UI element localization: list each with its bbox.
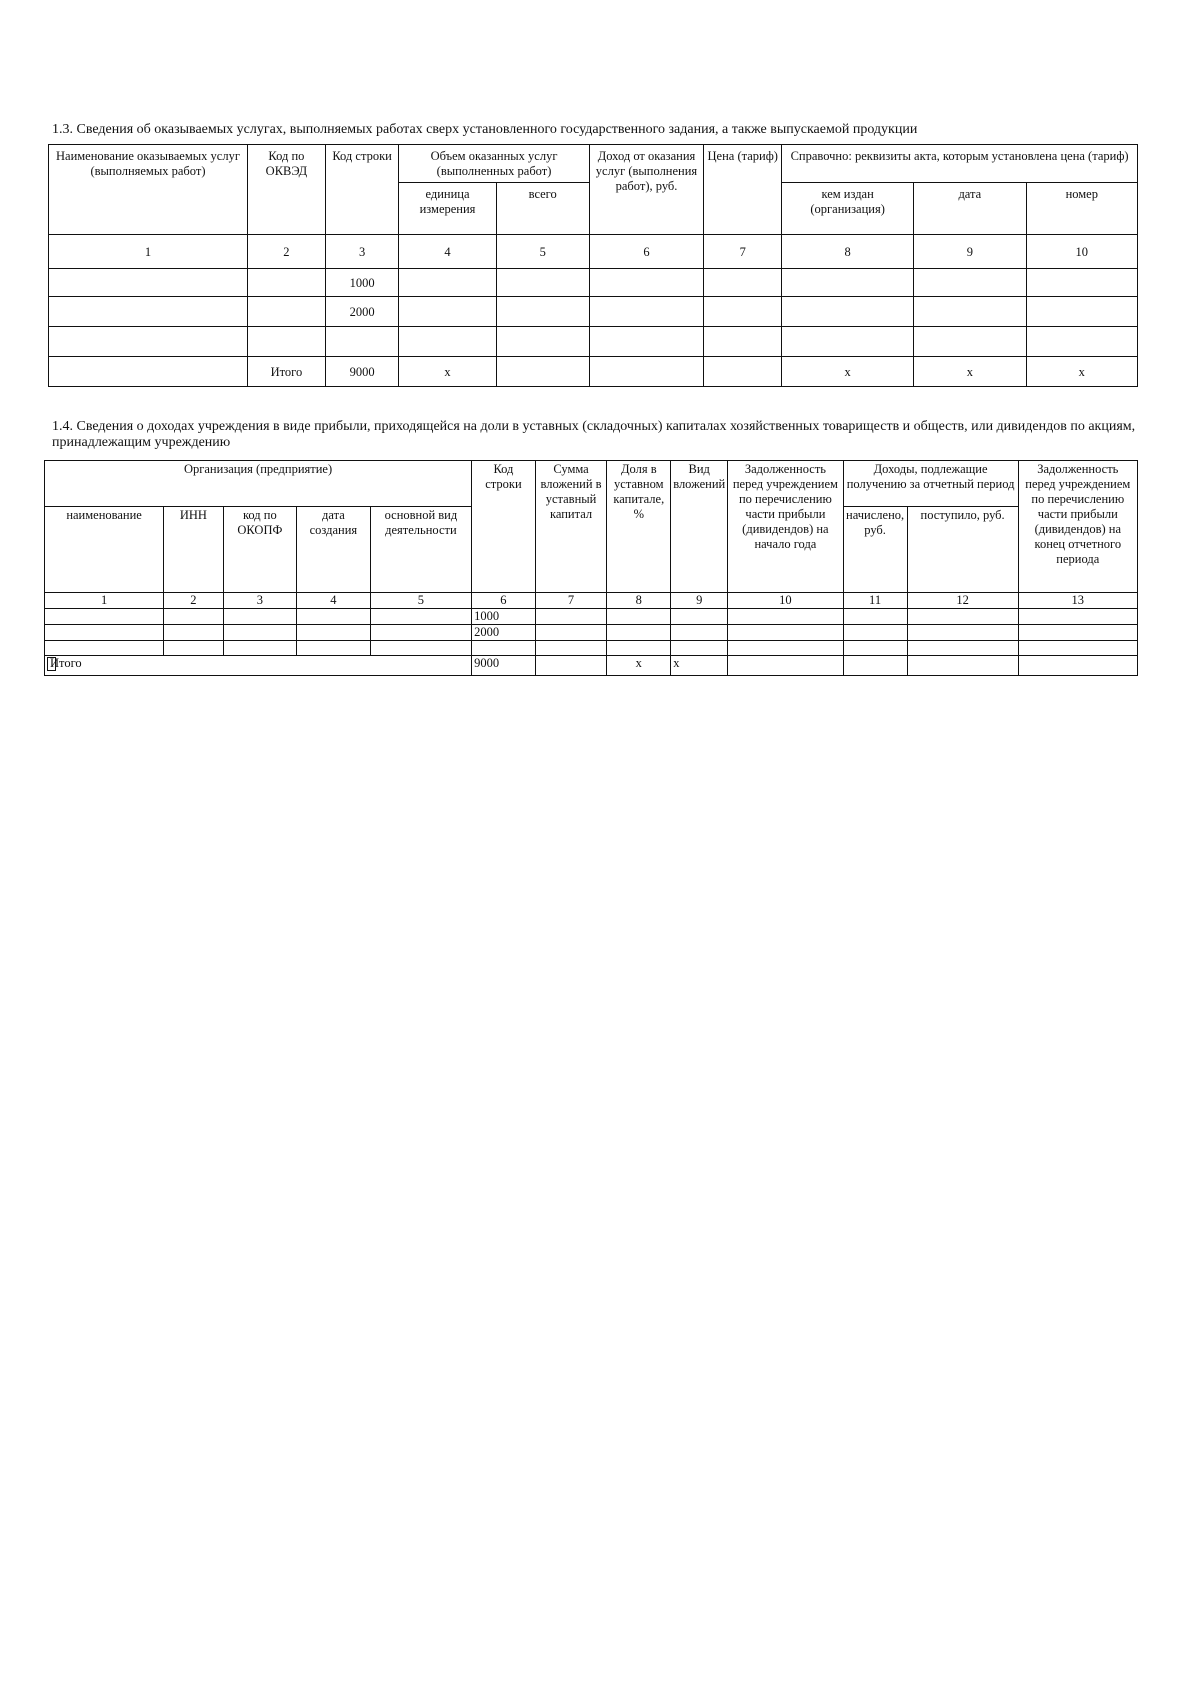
cell (589, 357, 704, 387)
header-number: номер (1026, 183, 1137, 235)
col-number: 8 (782, 235, 914, 269)
cell (728, 641, 843, 656)
col-number: 13 (1018, 593, 1137, 609)
col-number: 5 (370, 593, 471, 609)
table-row (49, 327, 1138, 357)
col-number: 11 (843, 593, 907, 609)
cell (1018, 625, 1137, 641)
col-number: 2 (247, 235, 325, 269)
column-numbers-row (49, 235, 1138, 269)
cell-service-name (49, 357, 248, 387)
header-debt-end: Задолженность перед учреждением по перечислению части прибыли (дивидендов) на конец отчетного периода (1018, 461, 1137, 593)
cell (589, 327, 704, 357)
col-number: 3 (325, 235, 399, 269)
column-numbers-row (45, 593, 1138, 609)
header-inn: ИНН (164, 507, 223, 593)
cell (607, 641, 671, 656)
cell (223, 625, 297, 641)
col-number: 7 (704, 235, 782, 269)
cell (223, 609, 297, 625)
cell-row-code: 2000 (472, 625, 536, 641)
cell (843, 641, 907, 656)
cell (607, 625, 671, 641)
header-date: дата (914, 183, 1026, 235)
cell (607, 609, 671, 625)
cell (496, 357, 589, 387)
cell (535, 609, 607, 625)
cell (914, 269, 1026, 297)
col-number: 3 (223, 593, 297, 609)
cell (1026, 327, 1137, 357)
cell (370, 625, 471, 641)
cell (496, 297, 589, 327)
col-number: 4 (399, 235, 496, 269)
cell (45, 625, 164, 641)
header-share: Доля в уставном капитале, % (607, 461, 671, 593)
total-cell (45, 656, 472, 676)
cell (782, 327, 914, 357)
col-number: 6 (472, 593, 536, 609)
total-label: Итого (50, 656, 82, 670)
cell (297, 609, 371, 625)
cell (843, 625, 907, 641)
cell (728, 609, 843, 625)
cell-row-code: 1000 (325, 269, 399, 297)
cell (907, 656, 1018, 676)
cell (164, 625, 223, 641)
col-number: 6 (589, 235, 704, 269)
cell (843, 609, 907, 625)
cell (535, 641, 607, 656)
cell (782, 269, 914, 297)
col-number: 1 (49, 235, 248, 269)
cell (907, 609, 1018, 625)
cell-okved (247, 327, 325, 357)
cell (782, 297, 914, 327)
cell (914, 297, 1026, 327)
col-number: 9 (914, 235, 1026, 269)
col-number: 9 (671, 593, 728, 609)
col-number: 7 (535, 593, 607, 609)
header-income-period: Доходы, подлежащие получению за отчетный период (843, 461, 1018, 507)
header-activity: основной вид деятельности (370, 507, 471, 593)
table-row (49, 297, 1138, 327)
cell (1018, 656, 1137, 676)
cell (164, 609, 223, 625)
total-investment-type: x (671, 656, 728, 676)
total-issued-by: x (782, 357, 914, 387)
cell (1018, 641, 1137, 656)
cell (496, 327, 589, 357)
total-label: Итого (247, 357, 325, 387)
col-number: 5 (496, 235, 589, 269)
cell (399, 269, 496, 297)
cell-row-code: 2000 (325, 297, 399, 327)
cell (1018, 609, 1137, 625)
cell-row-code (472, 641, 536, 656)
total-row-code: 9000 (472, 656, 536, 676)
table-row (45, 641, 1138, 656)
cell (728, 625, 843, 641)
col-number: 12 (907, 593, 1018, 609)
header-service-name: Наименование оказываемых услуг (выполняемых работ) (49, 145, 248, 235)
header-investment: Сумма вложений в уставный капитал (535, 461, 607, 593)
header-investment-type: Вид вложений (671, 461, 728, 593)
dividends-table (44, 460, 1138, 676)
header-reference: Справочно: реквизиты акта, которым установлена цена (тариф) (782, 145, 1138, 183)
col-number: 1 (45, 593, 164, 609)
header-received: поступило, руб. (907, 507, 1018, 593)
header-created: дата создания (297, 507, 371, 593)
cell-row-code (325, 327, 399, 357)
cell (45, 609, 164, 625)
cell (704, 269, 782, 297)
cell-service-name (49, 297, 248, 327)
header-volume: Объем оказанных услуг (выполненных работ) (399, 145, 589, 183)
header-income: Доход от оказания услуг (выполнения работ), руб. (589, 145, 704, 235)
cell (704, 327, 782, 357)
cell (45, 641, 164, 656)
header-organization: Организация (предприятие) (45, 461, 472, 507)
cell (297, 641, 371, 656)
cell (1026, 269, 1137, 297)
header-unit: единица измерения (399, 183, 496, 235)
col-number: 10 (1026, 235, 1137, 269)
cell (728, 656, 843, 676)
cell (535, 656, 607, 676)
header-okved: Код по ОКВЭД (247, 145, 325, 235)
cell-okved (247, 297, 325, 327)
total-date: x (914, 357, 1026, 387)
cell (535, 625, 607, 641)
col-number: 8 (607, 593, 671, 609)
total-number: x (1026, 357, 1137, 387)
section-1-4-title: 1.4. Сведения о доходах учреждения в виде прибыли, приходящейся на доли в уставных (складочных) капиталах хозяйственных товариществ и обществ, или дивидендов по акциям, принадлежащим учреждению (52, 419, 1136, 450)
cell (671, 609, 728, 625)
cell (914, 327, 1026, 357)
cell-service-name (49, 327, 248, 357)
cell (589, 297, 704, 327)
cell (704, 357, 782, 387)
header-issued-by: кем издан (организация) (782, 183, 914, 235)
cell (297, 625, 371, 641)
cell (370, 609, 471, 625)
header-org-name: наименование (45, 507, 164, 593)
cell (704, 297, 782, 327)
header-row-code: Код строки (472, 461, 536, 593)
col-number: 4 (297, 593, 371, 609)
header-row-code: Код строки (325, 145, 399, 235)
cell (399, 327, 496, 357)
table-row (49, 269, 1138, 297)
header-debt-start: Задолженность перед учреждением по перечислению части прибыли (дивидендов) на начало года (728, 461, 843, 593)
cell (370, 641, 471, 656)
cell (223, 641, 297, 656)
total-row (49, 357, 1138, 387)
col-number: 2 (164, 593, 223, 609)
cell (671, 625, 728, 641)
total-row-code: 9000 (325, 357, 399, 387)
col-number: 10 (728, 593, 843, 609)
header-okopf: код по ОКОПФ (223, 507, 297, 593)
section-1-3-title: 1.3. Сведения об оказываемых услугах, выполняемых работах сверх установленного государственного задания, а также выпускаемой продукции (52, 122, 918, 137)
cell (399, 297, 496, 327)
cell (164, 641, 223, 656)
services-table (48, 144, 1138, 387)
header-total: всего (496, 183, 589, 235)
header-accrued: начислено, руб. (843, 507, 907, 593)
cell (843, 656, 907, 676)
cell (907, 641, 1018, 656)
cell-okved (247, 269, 325, 297)
cell (907, 625, 1018, 641)
total-unit: x (399, 357, 496, 387)
total-row (45, 656, 1138, 676)
cell-row-code: 1000 (472, 609, 536, 625)
cell (496, 269, 589, 297)
cell (1026, 297, 1137, 327)
table-row (45, 625, 1138, 641)
header-price: Цена (тариф) (704, 145, 782, 235)
cell (589, 269, 704, 297)
total-share: x (607, 656, 671, 676)
table-row (45, 609, 1138, 625)
cell (671, 641, 728, 656)
cell-service-name (49, 269, 248, 297)
